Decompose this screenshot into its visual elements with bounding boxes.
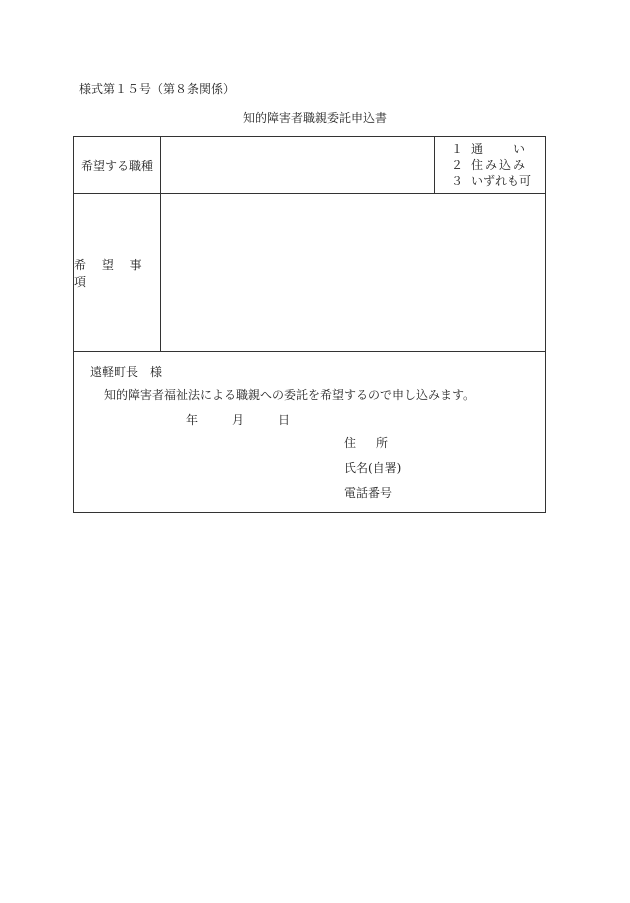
job-type-field[interactable] [161, 137, 435, 193]
job-option-either[interactable] [451, 173, 545, 189]
option-text: 住み込み [471, 158, 525, 172]
application-section [74, 352, 545, 512]
job-option-commute[interactable] [451, 141, 545, 157]
option-number: １ [451, 142, 464, 156]
option-number: ３ [451, 174, 464, 188]
date-day-label: 日 [278, 413, 291, 427]
address-label-part: 住 [344, 436, 357, 450]
hope-items-row [74, 194, 545, 352]
applicant-name-label[interactable]: 氏名(自署) [344, 461, 402, 475]
date-line[interactable] [186, 411, 290, 428]
date-year-label: 年 [186, 413, 199, 427]
application-form-table [73, 136, 546, 513]
job-type-row [74, 137, 545, 194]
option-text: いずれも可 [471, 174, 532, 188]
job-option-live-in[interactable] [451, 157, 545, 173]
applicant-phone-label[interactable]: 電話番号 [344, 486, 393, 500]
hope-items-label: 希 望 事 項 [74, 194, 161, 351]
hope-items-field[interactable] [161, 194, 545, 351]
date-month-label: 月 [232, 413, 245, 427]
applicant-address[interactable] [344, 434, 388, 451]
job-type-label: 希望する職種 [74, 137, 161, 193]
request-statement: 知的障害者福祉法による職親への委託を希望するので申し込みます。 [104, 388, 476, 402]
option-text: 通 い [471, 142, 525, 156]
job-options-list [435, 137, 545, 193]
address-label-part: 所 [376, 436, 389, 450]
addressee: 遠軽町長 様 [90, 365, 163, 379]
form-number: 様式第１５号（第８条関係） [79, 82, 236, 96]
option-number: ２ [451, 158, 464, 172]
document-title: 知的障害者職親委託申込書 [242, 111, 387, 125]
